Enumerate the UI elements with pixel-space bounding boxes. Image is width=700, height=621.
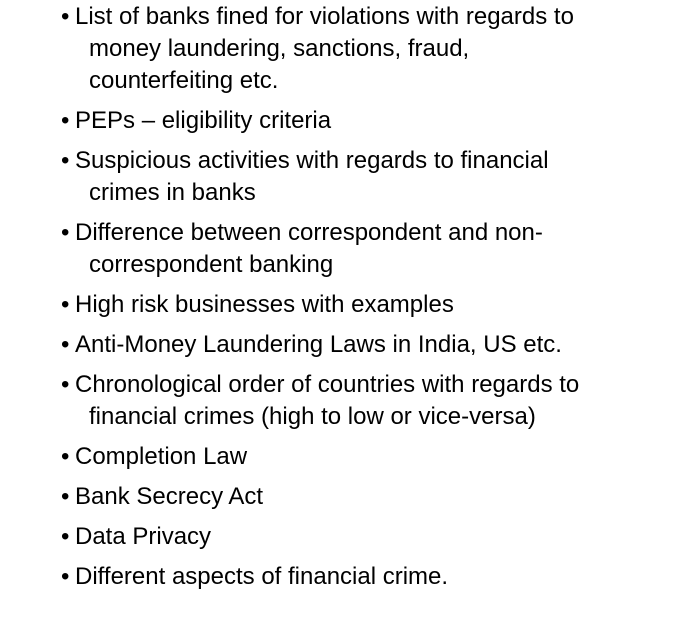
bullet-icon: • [61,147,70,174]
list-item-text [75,369,670,433]
list-item [0,1,700,97]
list-item [0,145,700,209]
bullet-icon: • [61,107,70,134]
bullet-icon: • [61,219,70,246]
list-item [0,441,700,473]
list-item [0,329,700,361]
list-item-text [75,289,670,321]
list-item [0,217,700,281]
list-item-text [75,441,670,473]
list-item-line: PEPs – eligibility criteria [75,107,332,134]
list-item-line: crimes in banks [89,179,256,206]
list-item [0,481,700,513]
list-item [0,105,700,137]
list-item-text [75,329,670,361]
bullet-icon: • [61,523,70,550]
list-item-line: Data Privacy [75,523,212,550]
topic-list [0,1,700,593]
list-item-line: List of banks fined for violations with regards to [75,3,574,30]
list-item-line: financial crimes (high to low or vice-versa) [89,403,536,430]
bullet-icon: • [61,3,70,30]
list-item-line: Anti-Money Laundering Laws in India, US etc. [75,331,562,358]
list-item-line: Suspicious activities with regards to financial [75,147,549,174]
list-item-line: Difference between correspondent and non- [75,219,543,246]
list-item-line: High risk businesses with examples [75,291,454,318]
list-item-line: counterfeiting etc. [89,67,279,94]
bullet-icon: • [61,331,70,358]
list-item [0,561,700,593]
list-item [0,369,700,433]
list-item-text [75,1,670,97]
list-item-line: money laundering, sanctions, fraud, [89,35,470,62]
list-item-line: correspondent banking [89,251,334,278]
list-item-text [75,217,670,281]
list-item-text [75,481,670,513]
list-item [0,289,700,321]
bullet-icon: • [61,483,70,510]
bullet-icon: • [61,291,70,318]
bullet-icon: • [61,443,70,470]
list-item [0,521,700,553]
list-item-line: Completion Law [75,443,248,470]
list-item-line: Bank Secrecy Act [75,483,264,510]
list-item-text [75,145,670,209]
bullet-icon: • [61,371,70,398]
list-item-text [75,561,670,593]
list-item-line: Different aspects of financial crime. [75,563,449,590]
list-item-text [75,521,670,553]
list-item-text [75,105,670,137]
bullet-icon: • [61,563,70,590]
list-item-line: Chronological order of countries with regards to [75,371,580,398]
